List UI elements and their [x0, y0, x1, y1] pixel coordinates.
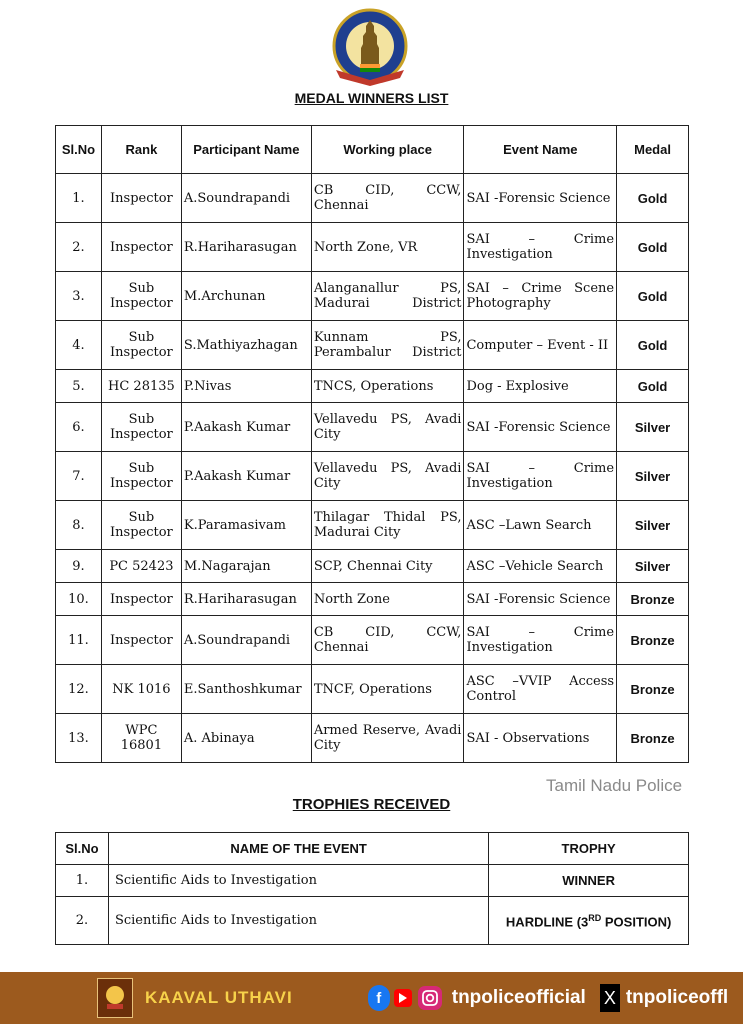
participant-name: P.Aakash Kumar [181, 452, 311, 501]
watermark: Tamil Nadu Police [546, 776, 683, 795]
sl-no: 6. [56, 403, 102, 452]
sl-no: 5. [56, 370, 102, 403]
rank: Sub Inspector [101, 501, 181, 550]
working-place: CB CID, CCW, Chennai [311, 616, 464, 665]
medal: Silver [617, 403, 689, 452]
event-name: ASC –VVIP Access Control [464, 665, 617, 714]
participant-name: E.Santhoshkumar [181, 665, 311, 714]
working-place: Vellavedu PS, Avadi City [311, 452, 464, 501]
rank: Sub Inspector [101, 321, 181, 370]
participant-name: K.Paramasivam [181, 501, 311, 550]
participant-name: P.Nivas [181, 370, 311, 403]
table-row [56, 714, 689, 763]
trophy-label: HARDLINE (3 [505, 914, 589, 930]
event-name: Scientific Aids to Investigation [108, 897, 488, 945]
event-name: ASC –Lawn Search [464, 501, 617, 550]
working-place: CB CID, CCW, Chennai [311, 174, 464, 223]
table-row [56, 174, 689, 223]
rank: Sub Inspector [101, 272, 181, 321]
rank: PC 52423 [101, 550, 181, 583]
instagram-handle[interactable]: tnpoliceofficial [451, 987, 586, 1008]
medal: Gold [617, 223, 689, 272]
medal: Bronze [617, 665, 689, 714]
trophies-table [55, 832, 689, 945]
facebook-icon[interactable]: f [368, 985, 390, 1011]
working-place: North Zone [311, 583, 464, 616]
event-name: SAI - Observations [464, 714, 617, 763]
medal: Gold [617, 370, 689, 403]
trophy [489, 897, 689, 945]
participant-name: S.Mathiyazhagan [181, 321, 311, 370]
column-header: Sl.No [56, 833, 109, 865]
event-name: SAI -Forensic Science [464, 174, 617, 223]
column-header: Rank [101, 126, 181, 174]
participant-name: R.Hariharasugan [181, 223, 311, 272]
event-name: SAI – Crime Investigation [464, 452, 617, 501]
event-name: ASC –Vehicle Search [464, 550, 617, 583]
trophy-superscript: RD [588, 913, 602, 924]
participant-name: M.Archunan [181, 272, 311, 321]
sl-no: 2. [56, 223, 102, 272]
event-name: Computer – Event - II [464, 321, 617, 370]
medal-winners-table [55, 125, 689, 763]
sl-no: 11. [56, 616, 102, 665]
participant-name: A.Soundrapandi [181, 174, 311, 223]
column-header: Participant Name [181, 126, 311, 174]
table-row [56, 321, 689, 370]
event-name: SAI – Crime Investigation [464, 223, 617, 272]
sl-no: 7. [56, 452, 102, 501]
table-row [56, 897, 689, 945]
working-place: TNCS, Operations [311, 370, 464, 403]
working-place: TNCF, Operations [311, 665, 464, 714]
working-place: North Zone, VR [311, 223, 464, 272]
sl-no: 8. [56, 501, 102, 550]
sl-no: 10. [56, 583, 102, 616]
working-place: Armed Reserve, Avadi City [311, 714, 464, 763]
x-handle[interactable]: tnpoliceoffl [625, 987, 729, 1008]
rank: Inspector [101, 223, 181, 272]
youtube-icon[interactable] [394, 989, 412, 1007]
x-icon[interactable]: X [600, 984, 620, 1012]
page-title: MEDAL WINNERS LIST [294, 90, 449, 106]
table-row [56, 403, 689, 452]
column-header: Working place [311, 126, 464, 174]
trophy [489, 865, 689, 897]
column-header: TROPHY [489, 833, 689, 865]
medal: Bronze [617, 714, 689, 763]
participant-name: P.Aakash Kumar [181, 403, 311, 452]
table-row [56, 272, 689, 321]
kaaval-uthavi-logo [97, 978, 133, 1018]
sl-no: 2. [56, 897, 109, 945]
footer-bar [0, 972, 743, 1024]
medal: Silver [617, 452, 689, 501]
column-header: Event Name [464, 126, 617, 174]
working-place: Vellavedu PS, Avadi City [311, 403, 464, 452]
sl-no: 3. [56, 272, 102, 321]
event-name: SAI – Crime Scene Photography [464, 272, 617, 321]
rank: WPC 16801 [101, 714, 181, 763]
event-name: Dog - Explosive [464, 370, 617, 403]
sl-no: 4. [56, 321, 102, 370]
rank: NK 1016 [101, 665, 181, 714]
rank: Inspector [101, 583, 181, 616]
medal: Bronze [617, 616, 689, 665]
table-row [56, 501, 689, 550]
column-header: Medal [617, 126, 689, 174]
trophies-title: TROPHIES RECEIVED [292, 796, 451, 813]
medal: Bronze [617, 583, 689, 616]
sl-no: 12. [56, 665, 102, 714]
table-row [56, 583, 689, 616]
participant-name: R.Hariharasugan [181, 583, 311, 616]
table-row [56, 665, 689, 714]
event-name: SAI -Forensic Science [464, 583, 617, 616]
medal: Gold [617, 174, 689, 223]
table-row [56, 370, 689, 403]
instagram-icon[interactable] [418, 986, 442, 1010]
table-row [56, 452, 689, 501]
medal: Silver [617, 550, 689, 583]
trophy-label-rest: POSITION) [601, 914, 672, 930]
sl-no: 9. [56, 550, 102, 583]
sl-no: 1. [56, 174, 102, 223]
table-header-row [56, 833, 689, 865]
working-place: Alanganallur PS, Madurai District [311, 272, 464, 321]
event-name: SAI – Crime Investigation [464, 616, 617, 665]
sl-no: 1. [56, 865, 109, 897]
column-header: Sl.No [56, 126, 102, 174]
table-row [56, 865, 689, 897]
event-name: Scientific Aids to Investigation [108, 865, 488, 897]
medal: Silver [617, 501, 689, 550]
kaaval-uthavi-label: KAAVAL UTHAVI [145, 988, 293, 1007]
working-place: SCP, Chennai City [311, 550, 464, 583]
event-name: SAI -Forensic Science [464, 403, 617, 452]
working-place: Thilagar Thidal PS, Madurai City [311, 501, 464, 550]
rank: HC 28135 [101, 370, 181, 403]
rank: Sub Inspector [101, 403, 181, 452]
table-row [56, 223, 689, 272]
trophy-label: WINNER [562, 873, 615, 888]
tamilnadu-police-logo [330, 8, 410, 88]
participant-name: M.Nagarajan [181, 550, 311, 583]
working-place: Kunnam PS, Perambalur District [311, 321, 464, 370]
rank: Sub Inspector [101, 452, 181, 501]
column-header: NAME OF THE EVENT [108, 833, 488, 865]
participant-name: A.Soundrapandi [181, 616, 311, 665]
rank: Inspector [101, 174, 181, 223]
participant-name: A. Abinaya [181, 714, 311, 763]
medal: Gold [617, 321, 689, 370]
table-header-row [56, 126, 689, 174]
table-row [56, 550, 689, 583]
rank: Inspector [101, 616, 181, 665]
medal: Gold [617, 272, 689, 321]
sl-no: 13. [56, 714, 102, 763]
table-row [56, 616, 689, 665]
